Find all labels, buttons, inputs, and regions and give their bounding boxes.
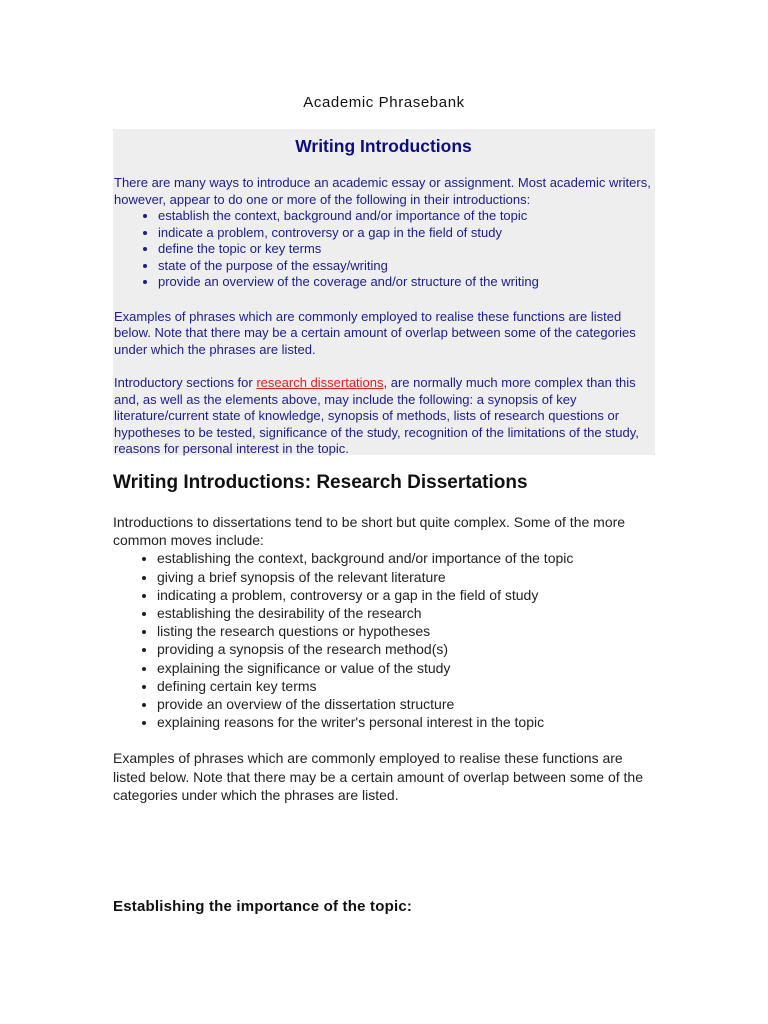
list-item: • state of the purpose of the essay/writing [158, 258, 653, 275]
list-item: • explaining reasons for the writer's personal interest in the topic [157, 713, 658, 731]
intro-paragraph-3-suffix: , are normally much more complex than this and, as well as the elements above, may include the following: a synopsis of key literature/current state of knowledge, synopsis of methods, lists of research questions or hypotheses to be tested, significance of the study, recognition of the limitations of the study, reasons for personal interest in the topic. [114, 375, 639, 456]
list-item: • provide an overview of the coverage and/or structure of the writing [158, 274, 653, 291]
dissertations-heading: Writing Introductions: Research Dissertations [113, 472, 528, 493]
list-item: • defining certain key terms [157, 677, 658, 695]
intro-paragraph-1: There are many ways to introduce an academic essay or assignment. Most academic writers, however, appear to do one or more of the following in their introductions: [114, 175, 651, 207]
dissertations-bullet-list [113, 549, 658, 731]
list-item: • giving a brief synopsis of the relevant literature [157, 568, 658, 586]
dissertations-paragraph-2: Examples of phrases which are commonly employed to realise these functions are listed below. Note that there may be a certain amount of overlap between some of the categories under which the phrases are listed. [113, 750, 643, 803]
list-item: • explaining the significance or value of the study [157, 659, 658, 677]
list-item: • providing a synopsis of the research method(s) [157, 640, 658, 658]
list-item: • establish the context, background and/or importance of the topic [158, 208, 653, 225]
research-dissertations-link[interactable]: research dissertations [256, 375, 384, 390]
list-item: • listing the research questions or hypotheses [157, 622, 658, 640]
list-item: • provide an overview of the dissertation structure [157, 695, 658, 713]
dissertations-body [113, 513, 658, 804]
list-item: • indicating a problem, controversy or a gap in the field of study [157, 586, 658, 604]
intro-paragraph-3 [114, 375, 653, 458]
dissertations-paragraph-1: Introductions to dissertations tend to be short but quite complex. Some of the more common moves include: [113, 514, 626, 549]
list-item: • establishing the desirability of the research [157, 604, 658, 622]
list-item: • define the topic or key terms [158, 241, 653, 258]
list-item: • establishing the context, background and/or importance of the topic [157, 549, 658, 567]
intro-bullet-list [114, 208, 653, 291]
page-title: Academic Phrasebank [303, 94, 465, 111]
list-item: • indicate a problem, controversy or a gap in the field of study [158, 225, 653, 242]
intro-paragraph-2: Examples of phrases which are commonly employed to realise these functions are listed below. Note that there may be a certain amount of overlap between some of the categories under which the phrases are listed. [114, 308, 636, 357]
importance-subheading: Establishing the importance of the topic: [113, 898, 413, 915]
intro-box [113, 129, 655, 455]
intro-heading: Writing Introductions [295, 136, 472, 156]
intro-paragraph-3-prefix: Introductory sections for [114, 375, 257, 390]
